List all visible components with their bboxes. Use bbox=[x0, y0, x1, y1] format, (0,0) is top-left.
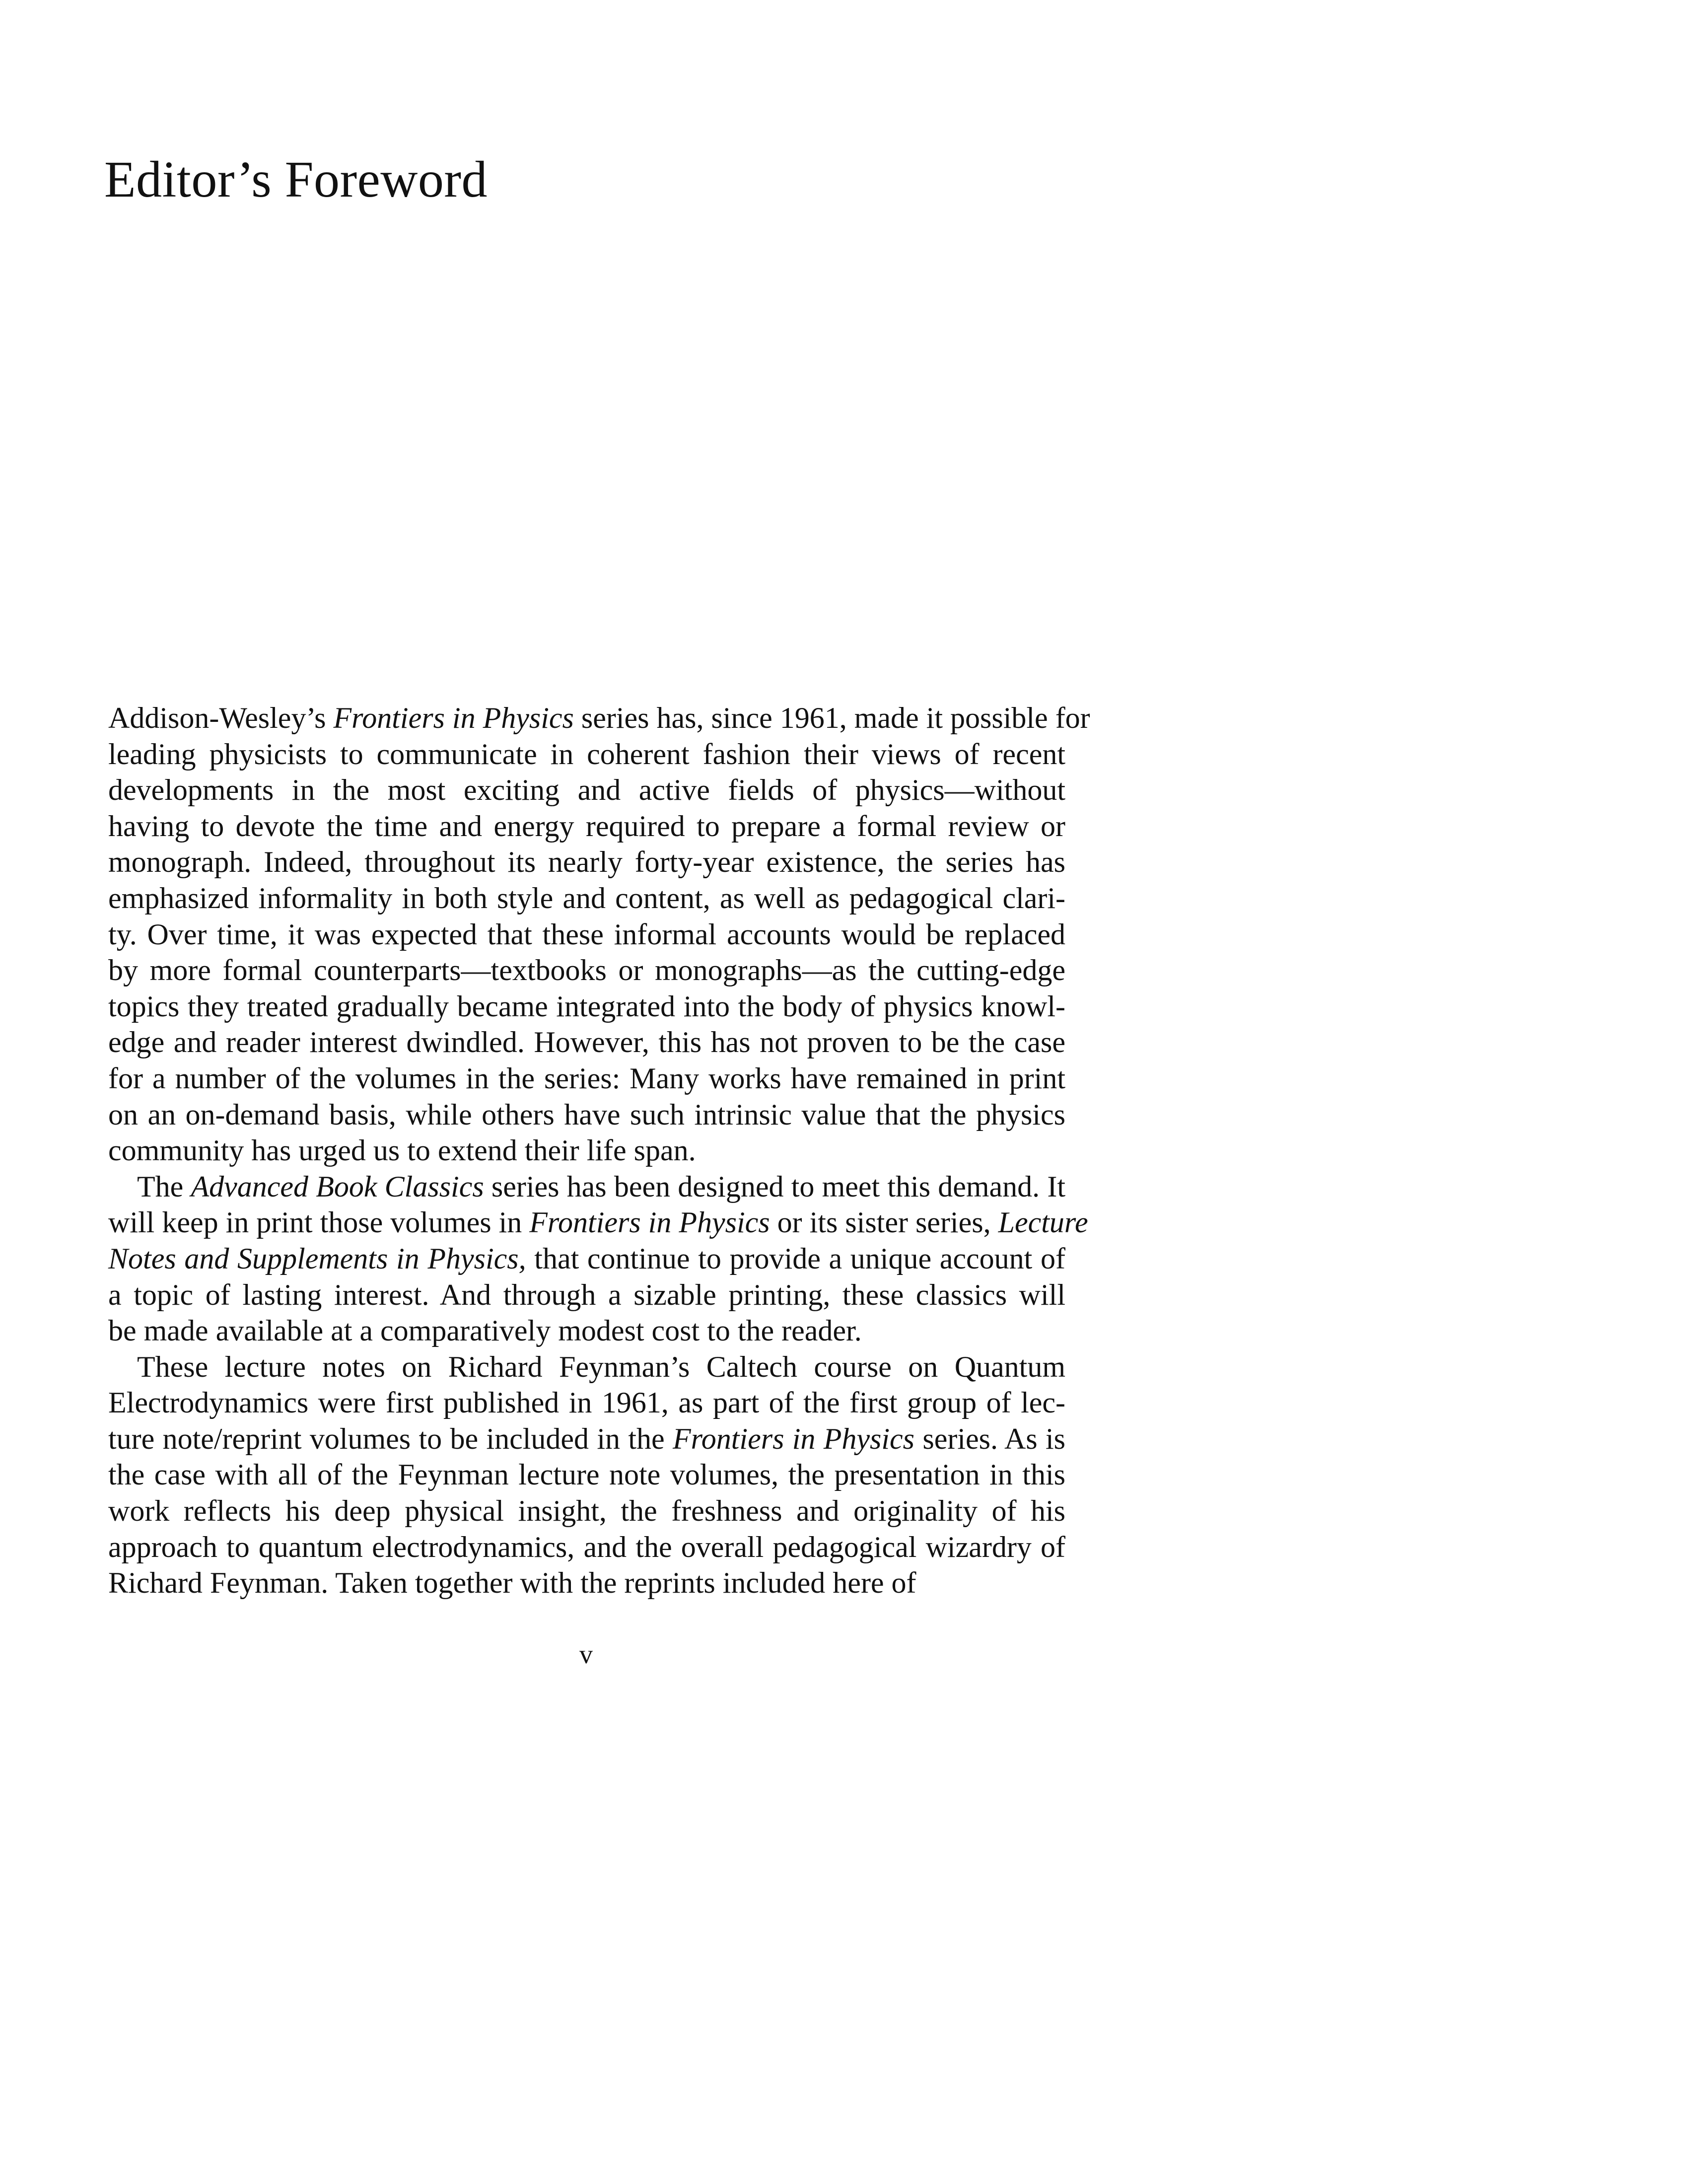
paragraph-1-line: edge and reader interest dwindled. However, this has not proven to be the case bbox=[108, 1026, 1065, 1059]
page-number: v bbox=[579, 1639, 593, 1669]
page-title: Editor’s Foreword bbox=[104, 151, 488, 208]
paragraph-2-line: be made available at a comparatively modest cost to the reader. bbox=[108, 1314, 862, 1347]
paragraph-3-line: ture note/reprint volumes to be included in the Frontiers in Physics series. As is bbox=[108, 1422, 1065, 1455]
italic-title: Frontiers in Physics bbox=[529, 1206, 770, 1239]
paragraph-1-line: community has urged us to extend their life span. bbox=[108, 1134, 696, 1167]
paragraph-3-line: Richard Feynman. Taken together with the reprints included here of bbox=[108, 1566, 916, 1600]
italic-title: Lecture bbox=[998, 1206, 1088, 1239]
paragraph-3-line: the case with all of the Feynman lecture note volumes, the presentation in this bbox=[108, 1458, 1065, 1491]
paragraph-3-line: approach to quantum electrodynamics, and the overall pedagogical wizardry of bbox=[108, 1530, 1065, 1563]
paragraph-2-line: The Advanced Book Classics series has been designed to meet this demand. It bbox=[137, 1170, 1065, 1203]
paragraph-3-line: These lecture notes on Richard Feynman’s Caltech course on Quantum bbox=[137, 1350, 1065, 1383]
italic-title: Frontiers in Physics bbox=[333, 702, 574, 734]
paragraph-1-line: on an on-demand basis, while others have such intrinsic value that the physics bbox=[108, 1098, 1065, 1131]
paragraph-2-line: a topic of lasting interest. And through a sizable printing, these classics will bbox=[108, 1278, 1065, 1311]
paragraph-1-line: topics they treated gradually became integrated into the body of physics knowl- bbox=[108, 989, 1065, 1023]
paragraph-1-line: by more formal counterparts—textbooks or monographs—as the cutting-edge bbox=[108, 954, 1065, 987]
paragraph-1-line: having to devote the time and energy required to prepare a formal review or bbox=[108, 809, 1065, 843]
paragraph-1-line: ty. Over time, it was expected that these informal accounts would be replaced bbox=[108, 917, 1065, 951]
italic-title: Advanced Book Classics bbox=[191, 1170, 484, 1203]
paragraph-3-line: work reflects his deep physical insight, the freshness and originality of his bbox=[108, 1494, 1065, 1528]
body-text bbox=[108, 700, 1090, 1601]
paragraph-2-line: Notes and Supplements in Physics, that continue to provide a unique account of bbox=[108, 1242, 1066, 1275]
paragraph-1-line: developments in the most exciting and active fields of physics—without bbox=[108, 774, 1065, 807]
paragraph-3-line: Electrodynamics were first published in 1961, as part of the first group of lec- bbox=[108, 1386, 1065, 1419]
italic-title: Notes and Supplements in Physics, bbox=[108, 1242, 526, 1275]
paragraph-1-line: emphasized informality in both style and content, as well as pedagogical clari- bbox=[108, 881, 1065, 915]
paragraph-2-line: will keep in print those volumes in Frontiers in Physics or its sister series, Lecture bbox=[108, 1206, 1088, 1239]
paragraph-1-line: Addison-Wesley’s Frontiers in Physics series has, since 1961, made it possible for bbox=[108, 702, 1090, 734]
paragraph-1-line: for a number of the volumes in the series: Many works have remained in print bbox=[108, 1061, 1065, 1095]
paragraph-1-line: leading physicists to communicate in coherent fashion their views of recent bbox=[108, 737, 1065, 771]
paragraph-1-line: monograph. Indeed, throughout its nearly forty-year existence, the series has bbox=[108, 845, 1065, 879]
italic-title: Frontiers in Physics bbox=[672, 1422, 915, 1455]
